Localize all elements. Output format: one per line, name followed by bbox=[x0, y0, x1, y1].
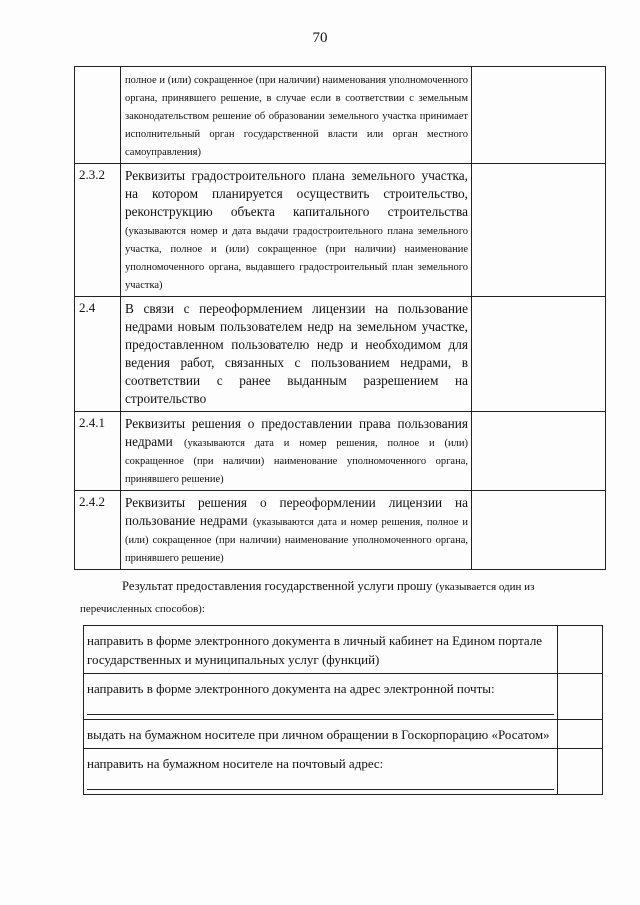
row-note: (указываются номер и дата выдачи градостроительного плана земельного участка, полное и (или) сокращенное (при наличии) наименование уполномоченного органа, выдавшего градостроительный план земельного участка) bbox=[125, 226, 468, 291]
answer-cell[interactable] bbox=[472, 67, 606, 164]
result-paragraph bbox=[80, 576, 604, 620]
answer-cell[interactable] bbox=[472, 297, 606, 412]
row-number: 2.4 bbox=[75, 297, 121, 412]
option-row bbox=[84, 674, 603, 720]
row-text bbox=[121, 297, 472, 412]
row-number: 2.3.2 bbox=[75, 164, 121, 297]
table-row bbox=[75, 67, 606, 164]
row-heading: Реквизиты решения о переоформлении лицензии на пользование недрами bbox=[125, 495, 468, 528]
email-fill-line[interactable] bbox=[87, 700, 554, 715]
table-row bbox=[75, 491, 606, 570]
page-number: 70 bbox=[312, 30, 328, 46]
option-row bbox=[84, 626, 603, 674]
table-row bbox=[75, 297, 606, 412]
row-note: (указываются дата и номер решения, полное и (или) сокращенное (при наличии) наименование уполномоченного органа, принявшего решение) bbox=[125, 517, 468, 564]
option-row bbox=[84, 720, 603, 749]
row-note: полное и (или) сокращенное (при наличии) наименования уполномоченного органа, принявшего решение, в случае если в соответствии с земельным законодательством решение об образовании земельного участка принимает исполнительный орган государственной власти или орган местного самоуправления) bbox=[125, 75, 468, 158]
row-note: (указываются дата и номер решения, полное и (или) сокращенное (при наличии) наименование уполномоченного органа, принявшего решение) bbox=[125, 438, 468, 485]
result-text: Результат предоставления государственной услуги прошу bbox=[122, 579, 433, 593]
result-note: (указывается один из перечисленных способов): bbox=[80, 581, 535, 615]
row-number: 2.4.2 bbox=[75, 491, 121, 570]
option-cell bbox=[84, 674, 558, 720]
table-row bbox=[75, 164, 606, 297]
option-checkbox[interactable] bbox=[558, 674, 603, 720]
row-number: 2.4.1 bbox=[75, 412, 121, 491]
answer-cell[interactable] bbox=[472, 412, 606, 491]
row-text bbox=[121, 164, 472, 297]
answer-cell[interactable] bbox=[472, 164, 606, 297]
answer-cell[interactable] bbox=[472, 491, 606, 570]
option-checkbox[interactable] bbox=[558, 720, 603, 749]
result-options-table bbox=[83, 625, 603, 795]
option-text: направить на бумажном носителе на почтовый адрес: bbox=[87, 756, 384, 771]
row-heading: В связи с переоформлением лицензии на пользование недрами новым пользователем недр на земельном участке, предоставленном пользователю недр и необходимом для ведения работ, связанных с пользованием недрами, в соответствии с ранее выданным разрешением на строительство bbox=[125, 301, 468, 406]
table-row bbox=[75, 412, 606, 491]
option-text: выдать на бумажном носителе при личном обращении в Госкорпорацию «Росатом» bbox=[84, 720, 558, 749]
row-heading: Реквизиты решения о предоставлении права пользования недрами bbox=[125, 416, 468, 449]
option-row bbox=[84, 749, 603, 795]
option-checkbox[interactable] bbox=[558, 626, 603, 674]
row-text bbox=[121, 412, 472, 491]
option-cell bbox=[84, 749, 558, 795]
option-checkbox[interactable] bbox=[558, 749, 603, 795]
row-heading: Реквизиты градостроительного плана земельного участка, на котором планируется осуществить строительство, реконструкцию объекта капитального строительства bbox=[125, 168, 468, 219]
option-text: направить в форме электронного документа на адрес электронной почты: bbox=[87, 681, 495, 696]
application-table bbox=[74, 66, 606, 570]
address-fill-line[interactable] bbox=[87, 775, 554, 790]
row-text bbox=[121, 67, 472, 164]
row-text bbox=[121, 491, 472, 570]
row-number bbox=[75, 67, 121, 164]
option-text: направить в форме электронного документа в личный кабинет на Едином портале государственных и муниципальных услуг (функций) bbox=[84, 626, 558, 674]
